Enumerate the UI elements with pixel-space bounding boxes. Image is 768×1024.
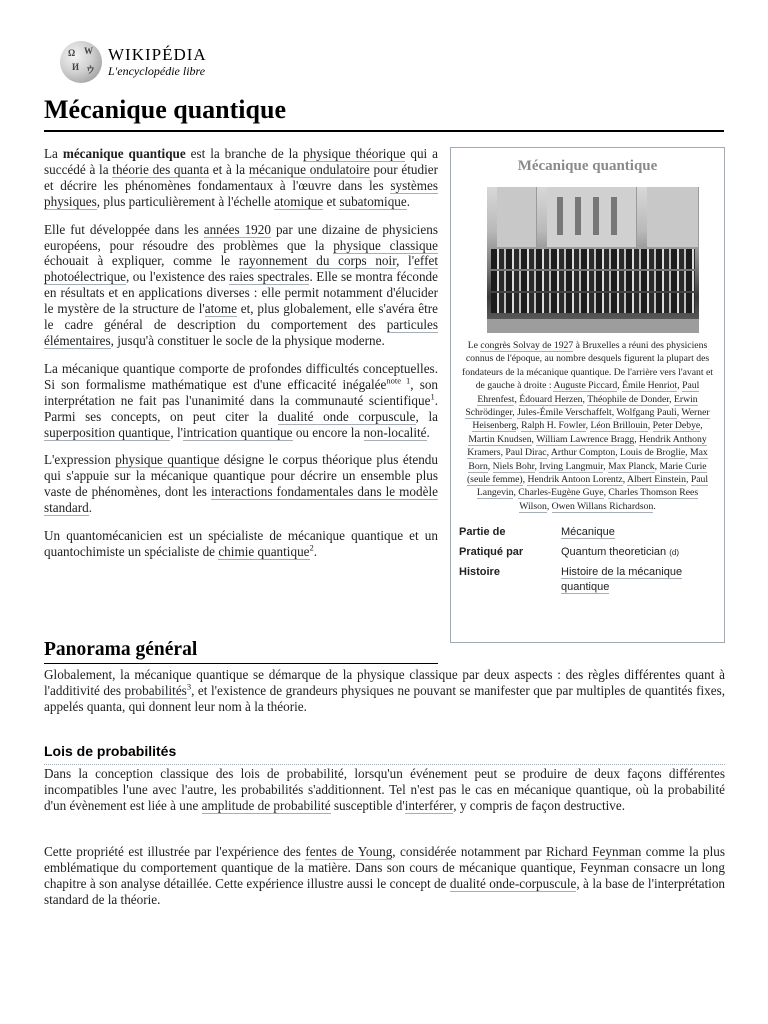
intro-paragraph-4: L'expression physique quantique désigne le corpus théorique plus étendu qui s'appuie sur la mécanique quantique pour décrire un ensemble plus vaste de phénomènes, dont les interactions fondamentales dans le modèle standard. xyxy=(44,452,438,516)
wiki-link[interactable]: physique classique xyxy=(333,237,438,253)
wiki-link[interactable]: Erwin Schrödinger xyxy=(465,393,698,419)
section-heading-lois: Lois de probabilités xyxy=(44,742,725,765)
intro-paragraph-1: La mécanique quantique est la branche de la physique théorique qui a succédé à la théorie des quanta et à la mécanique ondulatoire pour étudier et décrire les phénomènes fondamentaux à l'œuvre dans les systèmes physiques, plus particulièrement à l'échelle atomique et subatomique. xyxy=(44,146,438,209)
wiki-link[interactable]: Paul Langevin xyxy=(476,474,709,499)
wiki-link[interactable]: Werner Heisenberg xyxy=(472,407,710,432)
infobox-value xyxy=(559,563,718,598)
footnote-ref[interactable]: 3 xyxy=(186,681,192,692)
wikidata-link[interactable]: (d) xyxy=(669,548,680,558)
infobox-value-link[interactable]: Mécanique xyxy=(561,526,615,539)
wiki-link[interactable]: superposition quantique xyxy=(44,424,171,440)
wiki-link[interactable]: non-localité xyxy=(363,424,427,440)
wiki-link[interactable]: Auguste Piccard xyxy=(553,380,618,392)
wikipedia-globe-icon[interactable] xyxy=(60,41,102,83)
wiki-link[interactable]: Édouard Herzen xyxy=(519,393,583,405)
wiki-link[interactable]: physique quantique xyxy=(115,452,220,468)
wiki-link[interactable]: Wolfgang Pauli xyxy=(616,407,677,419)
wiki-link[interactable]: Irving Langmuir xyxy=(539,460,604,472)
footnote-ref[interactable]: 1 xyxy=(430,391,435,402)
wiki-link[interactable]: interactions fondamentales dans le modèle standard xyxy=(44,484,438,516)
infobox-caption: Le congrès Solvay de 1927 à Bruxelles a réuni des physiciens connus de l'époque, au nombre desquels figurent la plupart des fondateurs de la mécanique quantique. De l'arrière vers l'avant et de gauche à droite : Auguste Piccard, Émile Henriot, Paul Ehrenfest, Édouard Herzen, Théophile de Donder, Erwin Schrödinger, Jules-Émile Verschaffelt, Wolfgang Pauli, Werner Heisenberg, Ralph H. Fowler, Léon Brillouin, Peter Debye, Martin Knudsen, William Lawrence Bragg, Hendrik Anthony Kramers, Paul Dirac, Arthur Compton, Louis de Broglie, Max Born, Niels Bohr, Irving Langmuir, Max Planck, Marie Curie (seule femme), Hendrik Antoon Lorentz, Albert Einstein, Paul Langevin, Charles-Eugène Guye, Charles Thomson Rees Wilson, Owen Willans Richardson. xyxy=(462,340,713,512)
infobox-row xyxy=(457,543,718,563)
infobox-value xyxy=(559,543,718,563)
infobox-row xyxy=(457,563,718,598)
wiki-link[interactable]: systèmes physiques xyxy=(44,177,438,209)
infobox-value xyxy=(559,523,718,543)
wiki-link[interactable]: intrication quantique xyxy=(183,424,293,440)
solvay-1927-photo[interactable] xyxy=(487,187,699,333)
wiki-link[interactable]: Ralph H. Fowler xyxy=(521,420,586,432)
wiki-link[interactable]: William Lawrence Bragg xyxy=(536,433,635,445)
wiki-link[interactable]: chimie quantique xyxy=(218,543,310,559)
wiki-link[interactable]: dualité onde corpuscule xyxy=(277,408,416,424)
section-heading-panorama: Panorama général xyxy=(44,637,438,664)
photo-window xyxy=(593,197,599,235)
intro-paragraph-5: Un quantomécanicien est un spécialiste de mécanique quantique et un quantochimiste un spécialiste de chimie quantique$^2$. xyxy=(44,528,438,559)
lois-paragraph-2: Cette propriété est illustrée par l'expérience des fentes de Young, considérée notamment par Richard Feynman comme la plus emblématique du comportement quantique de la matière. Dans son cours de mécanique quantique, Feynman consacre un long chapitre à son analyse détaillée. Cette expérience illustre aussi le concept de dualité onde-corpuscule, à la base de l'interprétation standard de la théorie. xyxy=(44,844,726,907)
wiki-link[interactable]: Charles Thomson Rees Wilson xyxy=(519,487,699,512)
photo-people-row xyxy=(491,293,695,313)
wiki-link[interactable]: congrès Solvay de 1927 xyxy=(480,340,574,351)
brand xyxy=(108,46,207,78)
globe-glyph: И xyxy=(72,62,80,72)
intro-paragraph-2: Elle fut développée dans les années 1920 par une dizaine de physiciens européens, pour résoudre des problèmes que la physique classique échouait à expliquer, comme le rayonnement du corps noir, l'effet photoélectrique, ou l'existence des raies spectrales. Elle se montra féconde en résultats et en applications diverses : elle permit notamment d'élucider le mystère de la structure de l'atome et, plus globalement, elle s'avéra être le cadre général de description du comportement des particules élémentaires, jusqu'à constituer le socle de la physique moderne. xyxy=(44,221,438,348)
wiki-link[interactable]: effet photoélectrique xyxy=(44,253,438,285)
photo-window xyxy=(611,197,617,235)
photo-building xyxy=(497,187,537,247)
wiki-link[interactable]: Martin Knudsen xyxy=(468,433,532,445)
brand-name[interactable]: WIKIPÉDIA xyxy=(108,45,207,64)
wiki-link[interactable]: Niels Bohr xyxy=(492,460,535,472)
photo-people-row xyxy=(491,271,695,291)
wiki-link[interactable]: subatomique xyxy=(339,193,407,209)
wiki-link[interactable]: Louis de Broglie xyxy=(620,447,686,459)
wiki-link[interactable]: théorie des quanta xyxy=(112,161,210,177)
infobox-value-link[interactable]: Histoire de la mécanique quantique xyxy=(561,566,683,594)
wiki-link[interactable]: Charles-Eugène Guye xyxy=(518,487,604,499)
wiki-link[interactable]: Marie Curie (seule femme) xyxy=(466,460,707,486)
panorama-paragraph-1: Globalement, la mécanique quantique se démarque de la physique classique par deux aspects : des règles différentes quant à l'additivité des probabilités$^3$, et l'existence de grandeurs physiques ne pouvant se manifester que par multiples de quantités fixes, appelés quanta, qui donnent leur nom à la théorie. xyxy=(44,667,725,714)
photo-window xyxy=(575,197,581,235)
wiki-link[interactable]: fentes de Young xyxy=(305,844,393,859)
infobox-value-text[interactable]: Quantum theoretician xyxy=(561,546,667,559)
wiki-link[interactable]: Peter Debye xyxy=(652,420,701,432)
footnote-ref[interactable]: 2 xyxy=(309,542,314,553)
wiki-link[interactable]: Jules-Émile Verschaffelt xyxy=(517,407,612,419)
intro-paragraph-3: La mécanique quantique comporte de profondes difficultés conceptuelles. Si son formalisme mathématique est d'une efficacité inégalée$^{note 1}$, son interprétation ne fait pas l'unanimité dans la communauté scientifique$^1$. Parmi ses concepts, on peut citer la dualité onde corpuscule, la superposition quantique, l'intrication quantique ou encore la non-localité. xyxy=(44,360,439,440)
globe-glyph: W xyxy=(84,46,93,56)
wiki-link[interactable]: années 1920 xyxy=(203,221,271,237)
footnote-ref[interactable]: note 1 xyxy=(386,375,411,386)
infobox-label: Partie de xyxy=(459,526,506,539)
wiki-link[interactable]: mécanique ondulatoire xyxy=(248,161,370,177)
photo-people-row xyxy=(491,249,695,269)
site-header xyxy=(60,42,207,82)
wiki-link[interactable]: atome xyxy=(204,301,237,317)
wiki-link[interactable]: Théophile de Donder xyxy=(587,393,670,405)
wiki-link[interactable]: interférer xyxy=(404,797,454,813)
lois-paragraph-1: Dans la conception classique des lois de probabilité, lorsqu'un événement peut se produire de deux façons différentes incompatibles l'une avec l'autre, les probabilités s'additionnent. Tel n'est pas le cas en mécanique quantique, où la probabilité d'un évènement est liée à une amplitude de probabilité susceptible d'interférer, y compris de façon destructive. xyxy=(44,766,725,813)
wiki-link[interactable]: amplitude de probabilité xyxy=(201,797,331,813)
wiki-link[interactable]: Paul Dirac xyxy=(505,447,547,459)
wiki-link[interactable]: Paul Ehrenfest xyxy=(477,380,700,405)
photo-ground xyxy=(487,319,699,333)
infobox xyxy=(450,147,725,643)
page-title: Mécanique quantique xyxy=(44,92,724,132)
bold-term: mécanique quantique xyxy=(62,146,186,161)
wiki-link[interactable]: particules élémentaires xyxy=(44,317,438,348)
wiki-link[interactable]: probabilités xyxy=(124,682,187,698)
infobox-label: Pratiqué par xyxy=(459,546,524,559)
photo-window xyxy=(557,197,563,235)
wiki-link[interactable]: Richard Feynman xyxy=(546,844,642,859)
wiki-link[interactable]: Max Planck xyxy=(608,460,655,472)
wiki-link[interactable]: Albert Einstein xyxy=(627,474,686,486)
wiki-link[interactable]: Émile Henriot xyxy=(622,380,678,392)
globe-glyph: Ω xyxy=(68,48,76,58)
wiki-link[interactable]: Hendrik Antoon Lorentz xyxy=(527,474,623,486)
wiki-link[interactable]: atomique xyxy=(274,193,324,209)
wiki-link[interactable]: Max Born xyxy=(468,447,708,472)
brand-tagline: L'encyclopédie libre xyxy=(108,64,206,78)
infobox-label: Histoire xyxy=(459,566,500,579)
wiki-link[interactable]: Léon Brillouin xyxy=(590,420,648,432)
wiki-link[interactable]: raies spectrales xyxy=(229,269,310,285)
globe-glyph: ウ xyxy=(86,65,96,75)
wiki-link[interactable]: Hendrik Anthony Kramers xyxy=(467,433,707,459)
photo-building xyxy=(647,187,699,247)
intro-content xyxy=(44,146,438,572)
infobox-title: Mécanique quantique xyxy=(517,158,658,174)
wiki-link[interactable]: physique théorique xyxy=(303,146,406,161)
wiki-link[interactable]: rayonnement du corps noir xyxy=(238,253,397,269)
infobox-row xyxy=(457,523,718,543)
wiki-link[interactable]: Arthur Compton xyxy=(550,447,616,459)
infobox-table xyxy=(457,523,718,598)
wiki-link[interactable]: dualité onde-corpuscule xyxy=(449,875,577,891)
wiki-link[interactable]: Owen Willans Richardson xyxy=(551,500,654,512)
